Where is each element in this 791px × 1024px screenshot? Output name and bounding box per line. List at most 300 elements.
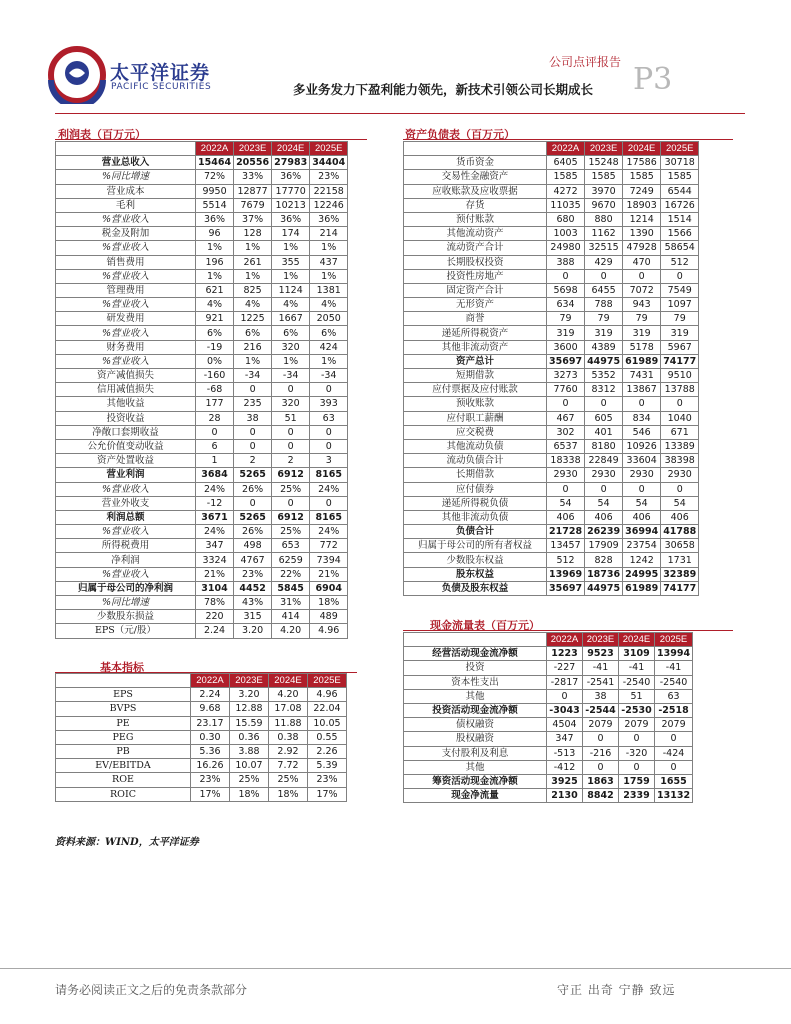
value-cell: 8180 bbox=[585, 439, 623, 453]
table-row bbox=[56, 255, 348, 269]
value-cell: 0 bbox=[661, 482, 699, 496]
value-cell: 51 bbox=[272, 411, 310, 425]
value-cell: -68 bbox=[196, 383, 234, 397]
value-cell: 2930 bbox=[585, 468, 623, 482]
value-cell: -216 bbox=[583, 746, 619, 760]
value-cell: 6% bbox=[272, 326, 310, 340]
value-cell: 1162 bbox=[585, 227, 623, 241]
value-cell: 2079 bbox=[655, 718, 693, 732]
value-cell: 4272 bbox=[547, 184, 585, 198]
value-cell: 3 bbox=[310, 454, 348, 468]
value-cell: 18903 bbox=[623, 198, 661, 212]
value-cell: 406 bbox=[585, 510, 623, 524]
value-cell: 28 bbox=[196, 411, 234, 425]
table-row bbox=[404, 184, 699, 198]
value-cell: 23% bbox=[191, 773, 230, 787]
table-header-row bbox=[56, 142, 348, 156]
value-cell: 2050 bbox=[310, 312, 348, 326]
value-cell: 0 bbox=[661, 269, 699, 283]
table-row bbox=[404, 703, 693, 717]
table-row bbox=[404, 454, 699, 468]
value-cell: 72% bbox=[196, 170, 234, 184]
row-label: 流动负债合计 bbox=[404, 454, 547, 468]
value-cell: 79 bbox=[547, 312, 585, 326]
value-cell: 54 bbox=[661, 496, 699, 510]
row-label: 负债合计 bbox=[404, 525, 547, 539]
value-cell: 1 bbox=[196, 454, 234, 468]
table-row bbox=[404, 411, 699, 425]
value-cell: -2530 bbox=[619, 703, 655, 717]
value-cell: 7072 bbox=[623, 283, 661, 297]
value-cell: 3324 bbox=[196, 553, 234, 567]
value-cell: 0 bbox=[234, 439, 272, 453]
value-cell: 36% bbox=[310, 212, 348, 226]
value-cell: 36% bbox=[196, 212, 234, 226]
row-label: 短期借款 bbox=[404, 369, 547, 383]
value-cell: 31% bbox=[272, 596, 310, 610]
value-cell: 33% bbox=[234, 170, 272, 184]
value-cell: 828 bbox=[585, 553, 623, 567]
row-label: 商誉 bbox=[404, 312, 547, 326]
value-cell: 6455 bbox=[585, 283, 623, 297]
value-cell: 6 bbox=[196, 439, 234, 453]
income-title-rule bbox=[55, 139, 367, 140]
value-cell: 24% bbox=[196, 525, 234, 539]
value-cell: -424 bbox=[655, 746, 693, 760]
value-cell: 12877 bbox=[234, 184, 272, 198]
value-cell: 1655 bbox=[655, 774, 693, 788]
table-row bbox=[404, 156, 699, 170]
value-cell: 38 bbox=[583, 689, 619, 703]
value-cell: 13457 bbox=[547, 539, 585, 553]
table-row bbox=[404, 369, 699, 383]
value-cell: 467 bbox=[547, 411, 585, 425]
value-cell: 22.04 bbox=[308, 702, 347, 716]
value-cell: 32515 bbox=[585, 241, 623, 255]
row-label: 固定资产合计 bbox=[404, 283, 547, 297]
row-label: 其他非流动资产 bbox=[404, 340, 547, 354]
value-cell: 0 bbox=[547, 482, 585, 496]
value-cell: 54 bbox=[585, 496, 623, 510]
row-label: 归属于母公司的净利润 bbox=[56, 581, 196, 595]
value-cell: 788 bbox=[585, 298, 623, 312]
value-cell: 61989 bbox=[623, 354, 661, 368]
row-label: 递延所得税负债 bbox=[404, 496, 547, 510]
value-cell: 4452 bbox=[234, 581, 272, 595]
value-cell: 0 bbox=[585, 482, 623, 496]
table-header-row bbox=[404, 633, 693, 647]
value-cell: 23% bbox=[234, 567, 272, 581]
value-cell: 1566 bbox=[661, 227, 699, 241]
row-label: 存货 bbox=[404, 198, 547, 212]
row-label: 净利润 bbox=[56, 553, 196, 567]
value-cell: 11035 bbox=[547, 198, 585, 212]
table-row bbox=[404, 774, 693, 788]
value-cell: 0 bbox=[272, 383, 310, 397]
header-divider bbox=[55, 113, 745, 114]
value-cell: 4504 bbox=[547, 718, 583, 732]
row-label: 应付债券 bbox=[404, 482, 547, 496]
row-label: 投资收益 bbox=[56, 411, 196, 425]
value-cell: 13132 bbox=[655, 789, 693, 803]
row-label: 长期借款 bbox=[404, 468, 547, 482]
table-row bbox=[404, 789, 693, 803]
value-cell: 177 bbox=[196, 397, 234, 411]
row-label: 毛利 bbox=[56, 198, 196, 212]
value-cell: 9.68 bbox=[191, 702, 230, 716]
value-cell: 4.96 bbox=[308, 688, 347, 702]
table-row bbox=[404, 227, 699, 241]
value-cell: 489 bbox=[310, 610, 348, 624]
value-cell: 1223 bbox=[547, 647, 583, 661]
header-blank-cell bbox=[404, 633, 547, 647]
table-row bbox=[56, 688, 347, 702]
table-row bbox=[404, 496, 699, 510]
value-cell: 37% bbox=[234, 212, 272, 226]
value-cell: 9670 bbox=[585, 198, 623, 212]
row-label: 财务费用 bbox=[56, 340, 196, 354]
row-label: 其他非流动负债 bbox=[404, 510, 547, 524]
value-cell: 6912 bbox=[272, 468, 310, 482]
value-cell: 216 bbox=[234, 340, 272, 354]
value-cell: 921 bbox=[196, 312, 234, 326]
row-label: EV/EBITDA bbox=[56, 759, 191, 773]
table-row bbox=[404, 170, 699, 184]
income-statement-title: 利润表（百万元） bbox=[58, 128, 146, 141]
table-row bbox=[56, 510, 348, 524]
row-label: 营业总收入 bbox=[56, 156, 196, 170]
value-cell: 4.20 bbox=[269, 688, 308, 702]
row-label: 其他收益 bbox=[56, 397, 196, 411]
table-row bbox=[56, 482, 348, 496]
table-row bbox=[56, 525, 348, 539]
value-cell: 5967 bbox=[661, 340, 699, 354]
value-cell: 0 bbox=[623, 269, 661, 283]
value-cell: -3043 bbox=[547, 703, 583, 717]
value-cell: 0 bbox=[272, 496, 310, 510]
row-label: 归属于母公司的所有者权益 bbox=[404, 539, 547, 553]
value-cell: 5.36 bbox=[191, 744, 230, 758]
row-label: 投资活动现金流净额 bbox=[404, 703, 547, 717]
value-cell: -2541 bbox=[583, 675, 619, 689]
value-cell: 943 bbox=[623, 298, 661, 312]
value-cell: 320 bbox=[272, 340, 310, 354]
row-label: %营业收入 bbox=[56, 212, 196, 226]
value-cell: 1% bbox=[196, 269, 234, 283]
year-header: 2025E bbox=[310, 142, 348, 156]
value-cell: 0 bbox=[310, 425, 348, 439]
row-label: 预收账款 bbox=[404, 397, 547, 411]
table-row bbox=[56, 241, 348, 255]
row-label: %营业收入 bbox=[56, 298, 196, 312]
row-label: 投资 bbox=[404, 661, 547, 675]
value-cell: 2079 bbox=[583, 718, 619, 732]
value-cell: 347 bbox=[196, 539, 234, 553]
income-statement-table bbox=[55, 141, 348, 639]
row-label: 其他 bbox=[404, 689, 547, 703]
year-header: 2024E bbox=[272, 142, 310, 156]
page-number: P3 bbox=[633, 62, 673, 97]
value-cell: 2.26 bbox=[308, 744, 347, 758]
value-cell: 3.20 bbox=[230, 688, 269, 702]
value-cell: 437 bbox=[310, 255, 348, 269]
year-header: 2023E bbox=[234, 142, 272, 156]
value-cell: 0 bbox=[619, 732, 655, 746]
value-cell: 24995 bbox=[623, 567, 661, 581]
table-row bbox=[404, 425, 699, 439]
row-label: PB bbox=[56, 744, 191, 758]
value-cell: 4.96 bbox=[310, 624, 348, 638]
value-cell: 51 bbox=[619, 689, 655, 703]
value-cell: 17.08 bbox=[269, 702, 308, 716]
value-cell: 0 bbox=[655, 732, 693, 746]
value-cell: 32389 bbox=[661, 567, 699, 581]
value-cell: 6537 bbox=[547, 439, 585, 453]
table-row bbox=[56, 567, 348, 581]
table-row bbox=[56, 397, 348, 411]
table-row bbox=[56, 170, 348, 184]
row-label: 长期股权投资 bbox=[404, 255, 547, 269]
year-header: 2023E bbox=[585, 142, 623, 156]
table-row bbox=[56, 283, 348, 297]
value-cell: 1585 bbox=[547, 170, 585, 184]
value-cell: -34 bbox=[310, 369, 348, 383]
value-cell: 1% bbox=[272, 241, 310, 255]
row-label: 税金及附加 bbox=[56, 227, 196, 241]
row-label: %营业收入 bbox=[56, 269, 196, 283]
value-cell: 0 bbox=[310, 496, 348, 510]
footer-disclaimer: 请务必阅读正文之后的免责条款部分 bbox=[55, 983, 248, 997]
row-label: 资本性支出 bbox=[404, 675, 547, 689]
value-cell: 24% bbox=[196, 482, 234, 496]
value-cell: 302 bbox=[547, 425, 585, 439]
value-cell: 7394 bbox=[310, 553, 348, 567]
table-row bbox=[404, 525, 699, 539]
report-headline: 多业务发力下盈利能力领先，新技术引领公司长期成长 bbox=[293, 82, 594, 97]
value-cell: 2.92 bbox=[269, 744, 308, 758]
value-cell: 0 bbox=[585, 269, 623, 283]
value-cell: 1040 bbox=[661, 411, 699, 425]
value-cell: 25% bbox=[269, 773, 308, 787]
row-label: PE bbox=[56, 716, 191, 730]
value-cell: 319 bbox=[547, 326, 585, 340]
row-label: 资产处置收益 bbox=[56, 454, 196, 468]
value-cell: 680 bbox=[547, 212, 585, 226]
value-cell: 20556 bbox=[234, 156, 272, 170]
value-cell: 1381 bbox=[310, 283, 348, 297]
value-cell: 25% bbox=[230, 773, 269, 787]
value-cell: 15.59 bbox=[230, 716, 269, 730]
value-cell: 43% bbox=[234, 596, 272, 610]
table-row bbox=[404, 689, 693, 703]
value-cell: 7549 bbox=[661, 283, 699, 297]
value-cell: 78% bbox=[196, 596, 234, 610]
value-cell: 825 bbox=[234, 283, 272, 297]
value-cell: 424 bbox=[310, 340, 348, 354]
value-cell: 4% bbox=[272, 298, 310, 312]
value-cell: 261 bbox=[234, 255, 272, 269]
report-type: 公司点评报告 bbox=[549, 55, 622, 69]
value-cell: 1667 bbox=[272, 312, 310, 326]
value-cell: 15248 bbox=[585, 156, 623, 170]
value-cell: 26% bbox=[234, 482, 272, 496]
row-label: 债权融资 bbox=[404, 718, 547, 732]
year-header: 2022A bbox=[547, 142, 585, 156]
value-cell: 2.24 bbox=[196, 624, 234, 638]
value-cell: 21% bbox=[310, 567, 348, 581]
value-cell: 512 bbox=[547, 553, 585, 567]
table-row bbox=[56, 581, 348, 595]
value-cell: 9523 bbox=[583, 647, 619, 661]
value-cell: 406 bbox=[623, 510, 661, 524]
value-cell: 5265 bbox=[234, 468, 272, 482]
balance-title-rule bbox=[403, 139, 733, 140]
year-header: 2023E bbox=[230, 674, 269, 688]
table-row bbox=[404, 283, 699, 297]
value-cell: 2.24 bbox=[191, 688, 230, 702]
table-row bbox=[56, 425, 348, 439]
value-cell: 25% bbox=[272, 482, 310, 496]
row-label: %营业收入 bbox=[56, 482, 196, 496]
value-cell: 21728 bbox=[547, 525, 585, 539]
cashflow-title-rule bbox=[403, 630, 733, 631]
table-row bbox=[56, 773, 347, 787]
row-label: 利润总额 bbox=[56, 510, 196, 524]
value-cell: 0 bbox=[547, 269, 585, 283]
value-cell: -412 bbox=[547, 760, 583, 774]
value-cell: 393 bbox=[310, 397, 348, 411]
table-row bbox=[56, 759, 347, 773]
value-cell: 2079 bbox=[619, 718, 655, 732]
table-row bbox=[404, 482, 699, 496]
value-cell: 0 bbox=[547, 689, 583, 703]
value-cell: 7760 bbox=[547, 383, 585, 397]
value-cell: 3925 bbox=[547, 774, 583, 788]
value-cell: 6904 bbox=[310, 581, 348, 595]
table-row bbox=[404, 581, 699, 595]
table-row bbox=[404, 326, 699, 340]
table-header-row bbox=[404, 142, 699, 156]
table-row bbox=[404, 510, 699, 524]
value-cell: 9950 bbox=[196, 184, 234, 198]
header-blank-cell bbox=[56, 142, 196, 156]
cashflow-table bbox=[403, 632, 693, 803]
value-cell: -2540 bbox=[619, 675, 655, 689]
value-cell: 5.39 bbox=[308, 759, 347, 773]
table-row bbox=[404, 383, 699, 397]
table-row bbox=[404, 354, 699, 368]
value-cell: 0 bbox=[623, 397, 661, 411]
value-cell: 6912 bbox=[272, 510, 310, 524]
value-cell: -2518 bbox=[655, 703, 693, 717]
value-cell: 44975 bbox=[585, 354, 623, 368]
value-cell: 4389 bbox=[585, 340, 623, 354]
year-header: 2024E bbox=[269, 674, 308, 688]
value-cell: 17% bbox=[191, 787, 230, 801]
value-cell: 41788 bbox=[661, 525, 699, 539]
value-cell: 17770 bbox=[272, 184, 310, 198]
value-cell: 38398 bbox=[661, 454, 699, 468]
table-row bbox=[404, 212, 699, 226]
footer-motto: 守正 出奇 宁静 致远 bbox=[557, 983, 676, 997]
year-header: 2025E bbox=[308, 674, 347, 688]
value-cell: 74177 bbox=[661, 581, 699, 595]
value-cell: 1% bbox=[310, 241, 348, 255]
value-cell: 16726 bbox=[661, 198, 699, 212]
table-row bbox=[404, 340, 699, 354]
value-cell: 6% bbox=[196, 326, 234, 340]
value-cell: 4% bbox=[310, 298, 348, 312]
value-cell: 13788 bbox=[661, 383, 699, 397]
value-cell: 671 bbox=[661, 425, 699, 439]
value-cell: 1585 bbox=[661, 170, 699, 184]
table-row bbox=[56, 624, 348, 638]
value-cell: 63 bbox=[310, 411, 348, 425]
value-cell: 16.26 bbox=[191, 759, 230, 773]
row-label: %营业收入 bbox=[56, 354, 196, 368]
table-row bbox=[56, 312, 348, 326]
table-row bbox=[56, 716, 347, 730]
value-cell: 44975 bbox=[585, 581, 623, 595]
row-label: %营业收入 bbox=[56, 241, 196, 255]
value-cell: 0 bbox=[583, 760, 619, 774]
value-cell: 0 bbox=[310, 439, 348, 453]
value-cell: 13994 bbox=[655, 647, 693, 661]
value-cell: -34 bbox=[272, 369, 310, 383]
value-cell: 54 bbox=[547, 496, 585, 510]
value-cell: 128 bbox=[234, 227, 272, 241]
value-cell: 18% bbox=[269, 787, 308, 801]
value-cell: 0 bbox=[234, 425, 272, 439]
table-row bbox=[56, 369, 348, 383]
value-cell: 0 bbox=[234, 383, 272, 397]
table-row bbox=[404, 718, 693, 732]
company-logo bbox=[48, 46, 106, 104]
value-cell: -2544 bbox=[583, 703, 619, 717]
row-label: 销售费用 bbox=[56, 255, 196, 269]
table-row bbox=[404, 298, 699, 312]
value-cell: 47928 bbox=[623, 241, 661, 255]
value-cell: 214 bbox=[310, 227, 348, 241]
value-cell: 605 bbox=[585, 411, 623, 425]
value-cell: 35697 bbox=[547, 354, 585, 368]
value-cell: 6405 bbox=[547, 156, 585, 170]
value-cell: 5698 bbox=[547, 283, 585, 297]
value-cell: 18% bbox=[310, 596, 348, 610]
value-cell: 6% bbox=[310, 326, 348, 340]
value-cell: 355 bbox=[272, 255, 310, 269]
value-cell: 1585 bbox=[623, 170, 661, 184]
value-cell: 18736 bbox=[585, 567, 623, 581]
value-cell: 74177 bbox=[661, 354, 699, 368]
table-row bbox=[404, 255, 699, 269]
row-label: 净敞口套期收益 bbox=[56, 425, 196, 439]
brand-name-en: PACIFIC SECURITIES bbox=[111, 82, 212, 92]
value-cell: 3600 bbox=[547, 340, 585, 354]
value-cell: 388 bbox=[547, 255, 585, 269]
value-cell: 12.88 bbox=[230, 702, 269, 716]
value-cell: 319 bbox=[661, 326, 699, 340]
value-cell: 1% bbox=[272, 354, 310, 368]
row-label: ROIC bbox=[56, 787, 191, 801]
row-label: 现金净流量 bbox=[404, 789, 547, 803]
value-cell: 1% bbox=[234, 269, 272, 283]
table-header-row bbox=[56, 674, 347, 688]
table-row bbox=[404, 647, 693, 661]
row-label: 应交税费 bbox=[404, 425, 547, 439]
row-label: 公允价值变动收益 bbox=[56, 439, 196, 453]
value-cell: 24% bbox=[310, 482, 348, 496]
